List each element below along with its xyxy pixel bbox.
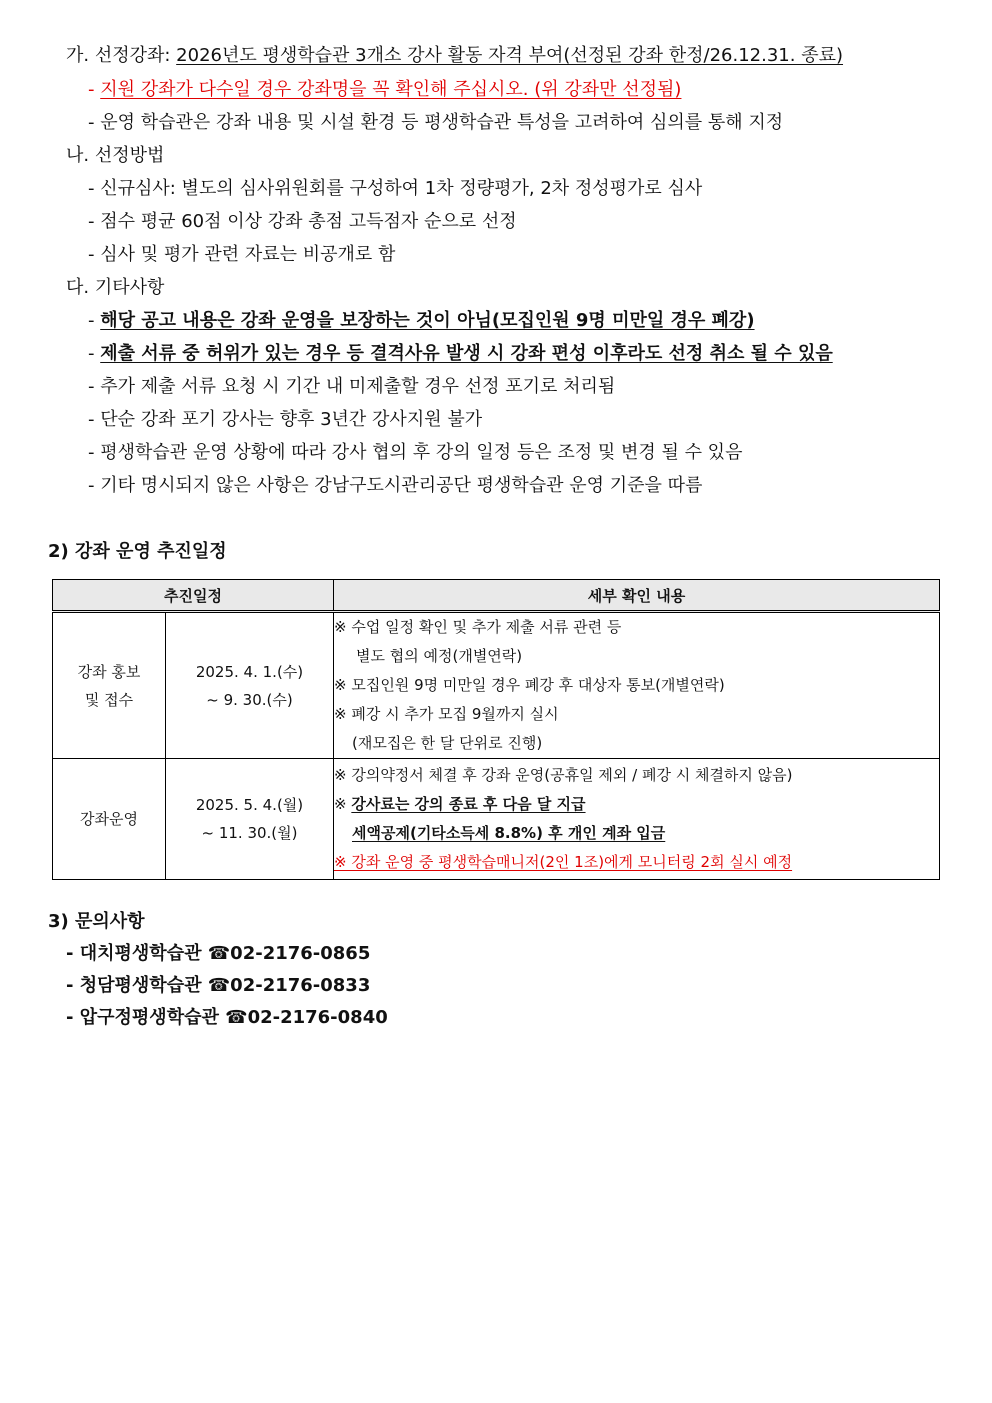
inquiry-phone: 02-2176-0840: [247, 1007, 388, 1028]
section-ga-label: 가. 선정강좌:: [66, 45, 177, 66]
schedule-header-row: [53, 580, 940, 612]
phase-text: 강좌 홍보: [77, 662, 141, 681]
inquiry-name: 청담평생학습관: [79, 975, 202, 996]
table-row: [53, 759, 940, 880]
section-da-item-1-text: 해당 공고 내용은 강좌 운영을 보장하는 것이 아님(모집인원 9명 미만일 경우 폐강): [100, 310, 755, 331]
detail-line: ※ 수업 일정 확인 및 추가 제출 서류 관련 등: [334, 618, 622, 636]
period-start: 2025. 5. 4.(월): [195, 796, 304, 814]
schedule-heading: 2) 강좌 운영 추진일정: [48, 541, 227, 562]
detail-cell: [334, 612, 940, 759]
inquiry-name: 대치평생학습관: [79, 943, 202, 964]
section-da-item-6: - 기타 명시되지 않은 사항은 강남구도시관리공단 평생학습관 운영 기준을 따름: [88, 475, 703, 496]
section-na-item-1: - 신규심사: 별도의 심사위원회를 구성하여 1차 정량평가, 2차 정성평가로 심사: [88, 178, 703, 199]
section-ga-item-1: - 지원 강좌가 다수일 경우 강좌명을 꼭 확인해 주십시오. (위 강좌만 선정됨): [88, 79, 682, 100]
schedule-col-phase: 추진일정: [53, 580, 334, 612]
detail-line: ※ 폐강 시 추가 모집 9월까지 실시: [334, 705, 559, 723]
note-mark: ※: [334, 795, 352, 813]
section-na-item-2: - 점수 평균 60점 이상 강좌 총점 고득점자 순으로 선정: [88, 211, 517, 232]
inquiry-phone: 02-2176-0865: [230, 943, 371, 964]
section-ga-item-1-text: 지원 강좌가 다수일 경우 강좌명을 꼭 확인해 주십시오. (위 강좌만 선정됨): [100, 79, 682, 100]
detail-line: ※ 강의약정서 체결 후 강좌 운영(공휴일 제외 / 폐강 시 체결하지 않음): [334, 766, 793, 784]
detail-line: 별도 협의 예정(개별연락): [356, 647, 523, 665]
detail-line: (재모집은 한 달 단위로 진행): [352, 734, 543, 752]
section-da-item-2-text: 제출 서류 중 허위가 있는 경우 등 결격사유 발생 시 강좌 편성 이후라도 선정 취소 될 수 있음: [100, 343, 833, 364]
detail-line: ※ 모집인원 9명 미만일 경우 폐강 후 대상자 통보(개별연락): [334, 676, 725, 694]
section-ga-item-2: - 운영 학습관은 강좌 내용 및 시설 환경 등 평생학습관 특성을 고려하여 심의를 통해 지정: [88, 112, 784, 133]
detail-line-red: ※ 강좌 운영 중 평생학습매니저(2인 1조)에게 모니터링 2회 실시 예정: [334, 853, 793, 871]
detail-cell: [334, 759, 940, 880]
phase-cell: [53, 612, 166, 759]
schedule-col-detail: 세부 확인 내용: [334, 580, 940, 612]
phone-icon: ☎: [207, 943, 231, 964]
inquiry-item: - 압구정평생학습관 ☎02-2176-0840: [66, 1007, 388, 1028]
table-row: [53, 612, 940, 759]
detail-emphasis: 세액공제(기타소득세 8.8%) 후 개인 계좌 입금: [352, 824, 666, 842]
phone-icon: ☎: [225, 1007, 248, 1028]
section-da-item-3: - 추가 제출 서류 요청 시 기간 내 미제출할 경우 선정 포기로 처리됨: [88, 376, 616, 397]
inquiry-item: - 대치평생학습관 ☎02-2176-0865: [66, 943, 371, 964]
schedule-table: [52, 579, 940, 880]
phase-cell: [53, 759, 166, 880]
inquiry-item: - 청담평생학습관 ☎02-2176-0833: [66, 975, 371, 996]
phone-icon: ☎: [207, 975, 231, 996]
period-cell: [166, 612, 334, 759]
detail-emphasis: 강사료는 강의 종료 후 다음 달 지급: [351, 795, 586, 813]
section-na-item-3: - 심사 및 평가 관련 자료는 비공개로 함: [88, 244, 396, 265]
period-end: ~ 11. 30.(월): [201, 824, 298, 842]
section-ga-text: 2026년도 평생학습관 3개소 강사 활동 자격 부여(선정된 강좌 한정/26.12.31. 종료): [176, 45, 844, 66]
inquiry-name: 압구정평생학습관: [79, 1007, 219, 1028]
period-start: 2025. 4. 1.(수): [195, 662, 304, 681]
section-ga-line: [66, 44, 843, 68]
section-da-label: 다. 기타사항: [66, 277, 165, 298]
period-cell: [166, 759, 334, 880]
period-end: ~ 9. 30.(수): [206, 690, 293, 709]
detail-line: [334, 790, 939, 819]
section-da-item-4: - 단순 강좌 포기 강사는 향후 3년간 강사지원 불가: [88, 409, 483, 430]
phase-text: 및 접수: [84, 690, 134, 709]
detail-line: [334, 819, 939, 848]
section-da-item-2: - 제출 서류 중 허위가 있는 경우 등 결격사유 발생 시 강좌 편성 이후라도 선정 취소 될 수 있음: [88, 343, 833, 364]
section-na-label: 나. 선정방법: [66, 145, 165, 166]
phase-text: 강좌운영: [80, 810, 138, 828]
inquiry-heading: 3) 문의사항: [48, 911, 145, 932]
section-da-item-1: - 해당 공고 내용은 강좌 운영을 보장하는 것이 아님(모집인원 9명 미만일 경우 폐강): [88, 310, 755, 331]
section-da-item-5: - 평생학습관 운영 상황에 따라 강사 협의 후 강의 일정 등은 조정 및 변경 될 수 있음: [88, 442, 743, 463]
inquiry-phone: 02-2176-0833: [230, 975, 371, 996]
